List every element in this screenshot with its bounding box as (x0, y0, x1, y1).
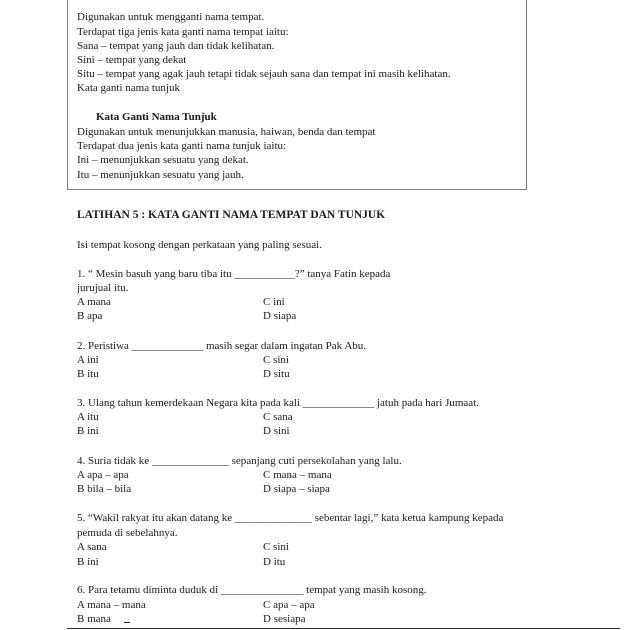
question-text: 4. Suria tidak ke ______________ sepanjang cuti persekolahan yang lalu. (77, 455, 402, 467)
answer-option: B ini (77, 425, 99, 437)
answer-option: C sini (263, 354, 289, 366)
page-divider-tick (124, 622, 130, 623)
note-line: Kata ganti nama tunjuk (77, 82, 180, 94)
note-line: Sana – tempat yang jauh dan tidak kelihatan. (77, 40, 275, 52)
answer-option: A itu (77, 411, 99, 423)
answer-option: A sana (77, 541, 107, 553)
answer-option: D itu (263, 556, 286, 568)
answer-option: B bila – bila (77, 483, 132, 495)
question-text: jurujual itu. (77, 282, 129, 294)
question-text: 5. “Wakil rakyat itu akan datang ke ______________ sebentar lagi,” kata ketua kampung kepada (77, 512, 504, 524)
answer-option: D siapa (263, 310, 297, 322)
answer-option: A apa – apa (77, 469, 129, 481)
section-heading: Kata Ganti Nama Tunjuk (96, 111, 217, 123)
answer-option: A ini (77, 354, 99, 366)
question-text: 2. Peristiwa _____________ masih segar dalam ingatan Pak Abu. (77, 340, 367, 352)
answer-option: D sesiapa (263, 613, 306, 625)
answer-option: B itu (77, 368, 99, 380)
exercise-title: LATIHAN 5 : KATA GANTI NAMA TEMPAT DAN TUNJUK (77, 209, 386, 221)
note-line: Sini – tempat yang dekat (77, 54, 187, 66)
answer-option: B apa (77, 310, 103, 322)
page-divider (67, 628, 620, 629)
question-text: 6. Para tetamu diminta duduk di _______________ tempat yang masih kosong. (77, 584, 427, 596)
answer-option: B mana (77, 613, 111, 625)
answer-option: A mana (77, 296, 111, 308)
answer-option: D siapa – siapa (263, 483, 330, 495)
answer-option: B ini (77, 556, 99, 568)
question-text: 1. “ Mesin basuh yang baru tiba itu ___________?” tanya Fatin kepada (77, 268, 391, 280)
note-line: Digunakan untuk menunjukkan manusia, haiwan, benda dan tempat (77, 126, 376, 138)
note-line: Itu – menunjukkan sesuatu yang jauh. (77, 169, 244, 181)
note-line: Ini – menunjukkan sesuatu yang dekat. (77, 154, 249, 166)
question-text: 3. Ulang tahun kemerdekaan Negara kita pada kali _____________ jatuh pada hari Jumaat. (77, 397, 479, 409)
note-line: Situ – tempat yang agak jauh tetapi tidak sejauh sana dan tempat ini masih kelihatan. (77, 68, 451, 80)
instruction: Isi tempat kosong dengan perkataan yang paling sesuai. (77, 239, 322, 251)
answer-option: C ini (263, 296, 285, 308)
note-line: Terdapat dua jenis kata ganti nama tunjuk iaitu: (77, 140, 287, 152)
question-text: pemuda di sebelahnya. (77, 527, 178, 539)
answer-option: D situ (263, 368, 290, 380)
answer-option: C sini (263, 541, 289, 553)
answer-option: C mana – mana (263, 469, 332, 481)
answer-option: C sana (263, 411, 293, 423)
note-line: Terdapat tiga jenis kata ganti nama tempat iaitu: (77, 26, 289, 38)
answer-option: C apa – apa (263, 599, 315, 611)
answer-option: D sini (263, 425, 290, 437)
note-line: Digunakan untuk mengganti nama tempat. (77, 11, 265, 23)
answer-option: A mana – mana (77, 599, 146, 611)
